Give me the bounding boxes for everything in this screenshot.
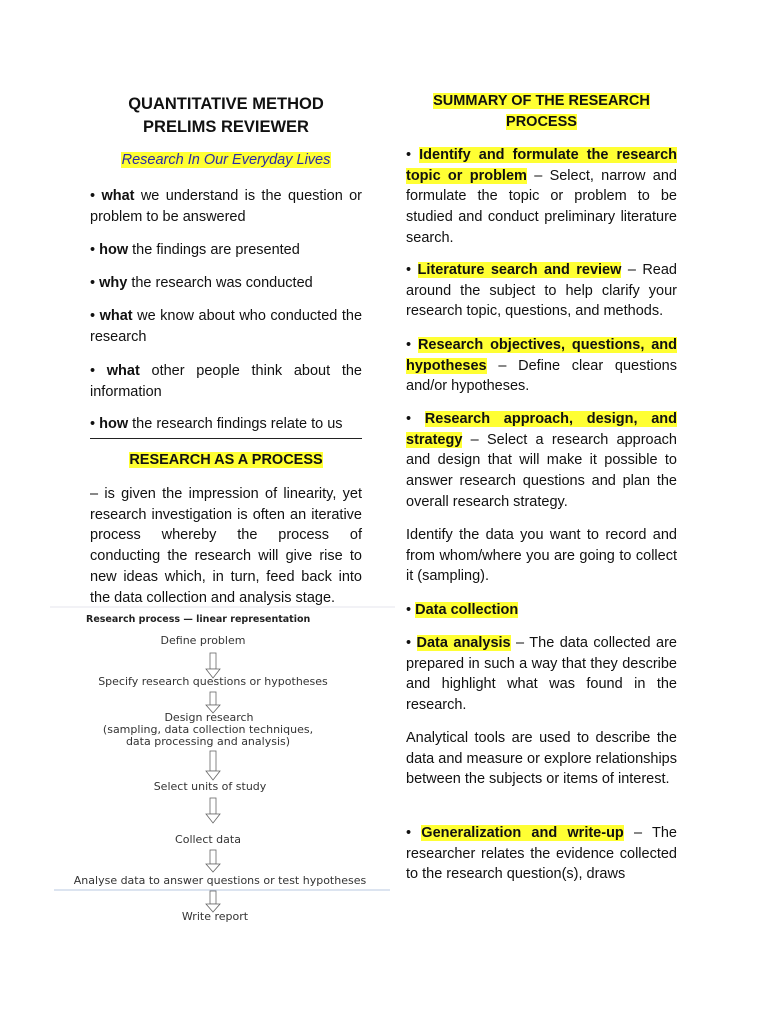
bullet-dot: • [406, 635, 412, 651]
step-design-detail-1: (sampling, data collection techniques, [102, 723, 314, 736]
summary-item-objectives [406, 335, 677, 397]
subtitle-text: Research In Our Everyday Lives [121, 152, 331, 168]
bullet-keyword: how [99, 242, 129, 258]
subtitle [90, 152, 362, 168]
section-heading [90, 450, 362, 471]
bullet-dot: • [406, 262, 412, 278]
bullet-dot: • [406, 602, 412, 618]
summary-item-highlight: Research objectives, questions, and hypotheses [406, 337, 678, 374]
bullet-dot: • [90, 188, 96, 204]
bullet-dot: • [90, 363, 96, 379]
down-arrow-icon [206, 692, 220, 713]
step-analyse-data: Analyse data to answer questions or test hypotheses [73, 874, 367, 887]
summary-item-data-collection [406, 600, 677, 621]
bullet-keyword: why [99, 275, 128, 291]
bullet-dot: • [406, 411, 412, 427]
down-arrow-icon [206, 751, 220, 780]
bullet-what-know [90, 306, 362, 347]
bullet-how-findings [90, 240, 362, 261]
section-heading-text: RESEARCH AS A PROCESS [129, 452, 323, 468]
bullet-why-conducted [90, 273, 362, 294]
summary-item-text: – Select a research approach and design that will make it possible to answer research questions and plan the overall research strategy. [406, 431, 677, 510]
summary-heading-line-2: PROCESS [506, 113, 577, 130]
bullet-text: the research was conducted [127, 275, 313, 291]
bullet-text: other people think about the information [90, 363, 362, 400]
summary-heading-line-1: SUMMARY OF THE RESEARCH [433, 93, 650, 109]
bullet-dot: • [406, 337, 412, 353]
diagram-title: Research process — linear representation [86, 614, 311, 625]
section-divider [90, 438, 362, 439]
paragraph-analytical-tools: Analytical tools are used to describe the data and measure or explore relationships between the subjects or items of interest. [406, 730, 677, 788]
down-arrow-icon [206, 798, 220, 823]
down-arrow-icon [206, 891, 220, 912]
bullet-keyword: how [99, 416, 129, 432]
title-line-2: PRELIMS REVIEWER [143, 118, 309, 136]
step-design-detail-2: data processing and analysis) [125, 735, 291, 748]
bullet-text: the research findings relate to us [128, 416, 343, 432]
bullet-dot: • [406, 825, 412, 841]
summary-item-text: – Define clear questions and/or hypotheses. [406, 357, 677, 395]
step-collect-data: Collect data [175, 833, 241, 846]
bullet-keyword: what [101, 188, 135, 204]
title-line-1: QUANTITATIVE METHOD [128, 95, 324, 113]
summary-item-highlight: Data collection [415, 602, 519, 618]
down-arrow-icon [206, 850, 220, 872]
summary-item-data-analysis [406, 633, 677, 716]
summary-item-approach [406, 409, 677, 513]
summary-item-text: – The researcher relates the evidence collected to the research question(s), draws [406, 825, 677, 883]
bullet-text: we know about who conducted the research [90, 308, 363, 345]
section-paragraph: – is given the impression of linearity, yet research investigation is often an iterative process whereby the process of conducting the research will give rise to new ideas which, in turn, feed back into the data collection and analysis stage. [90, 486, 362, 606]
bullet-dot: • [90, 275, 96, 291]
step-design-research: Design research [164, 711, 254, 724]
bullet-text: we understand is the question or problem to be answered [90, 188, 363, 225]
summary-item-highlight: Generalization and write-up [421, 825, 624, 841]
step-specify-questions: Specify research questions or hypotheses [98, 675, 328, 688]
summary-item-literature [406, 260, 677, 322]
bullet-dot: • [90, 242, 96, 258]
page-title [90, 93, 362, 139]
bullet-what-understand [90, 186, 362, 227]
summary-item-identify [406, 145, 677, 249]
bullet-keyword: what [106, 363, 140, 379]
summary-item-highlight: Identify and formulate the research topic or problem [406, 147, 677, 184]
step-define-problem: Define problem [160, 634, 246, 647]
summary-item-text: – The data collected are prepared in such a way that they describe and highlight what was found in the research. [406, 635, 677, 714]
summary-item-text: – Select, narrow and formulate the topic or problem to be studied and conduct preliminary literature search. [406, 167, 677, 246]
bullet-what-others-think [90, 361, 362, 402]
bullet-dot: • [406, 147, 412, 163]
step-write-report: Write report [181, 910, 249, 923]
summary-item-text: – Read around the subject to help clarify your research topic, questions, and methods. [406, 262, 677, 320]
research-process-diagram [50, 606, 395, 928]
bullet-text: the findings are presented [128, 242, 300, 258]
summary-item-highlight: Data analysis [416, 635, 511, 651]
summary-item-generalization [406, 823, 677, 885]
summary-item-highlight: Research approach, design, and strategy [406, 411, 677, 448]
paragraph-identify-data: Identify the data you want to record and from whom/where you are going to collect it (sampling). [406, 527, 677, 585]
bullet-dot: • [90, 308, 96, 324]
bullet-how-relate [90, 414, 362, 435]
bullet-dot: • [90, 416, 96, 432]
step-select-units: Select units of study [153, 780, 267, 793]
summary-heading [406, 91, 677, 132]
bullet-keyword: what [99, 308, 133, 324]
summary-item-highlight: Literature search and review [417, 262, 622, 278]
